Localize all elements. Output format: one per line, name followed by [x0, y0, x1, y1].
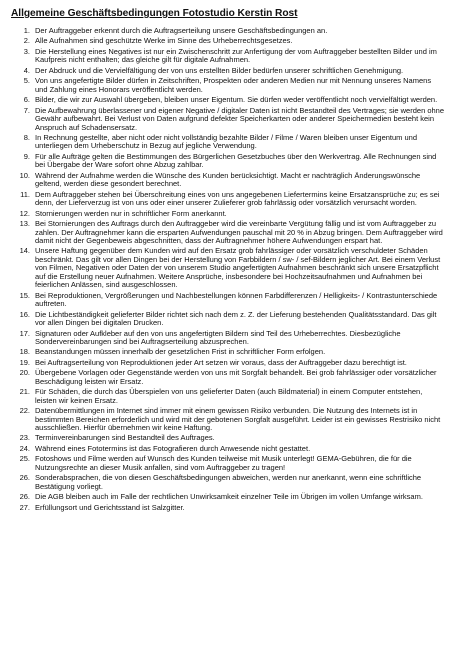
terms-item-number: 21. [19, 387, 30, 397]
terms-item [6, 172, 444, 189]
terms-item [6, 445, 444, 453]
terms-item-number: 7. [23, 105, 30, 115]
terms-item-text: Dem Auftraggeber stehen bei Überschreitung eines von uns angegebenen Liefertermins keine Ersatzansprüche zu; es sei denn, der Lieferverzug ist von uns oder einer unserer Zulieferer grob fahrlässig oder vorsätzlich verursacht worden. [35, 189, 440, 208]
terms-item [6, 191, 444, 208]
terms-item-text: Für alle Aufträge gelten die Bestimmungen des Bürgerlichen Gesetzbuches über den Werkvertrag. Alle Rechnungen sind bei Übergabe der Ware sofort ohne Abzug zahlbar. [35, 151, 437, 170]
terms-item-text: Der Abdruck und die Vervielfältigung der von uns erstellten Bilder bedürfen unserer schriftlichen Genehmigung. [35, 65, 404, 75]
terms-item [6, 504, 444, 512]
terms-item-number: 13. [19, 219, 30, 229]
terms-item-number: 26. [19, 473, 30, 483]
terms-item [6, 77, 444, 94]
terms-item [6, 434, 444, 442]
terms-item-text: Während der Aufnahme werden die Wünsche des Kunden berücksichtigt. Macht er nachträglich Änderungswünsche geltend, werden diese gesondert berechnet. [35, 170, 421, 189]
terms-item-text: Datenübermittlungen im Internet sind immer mit einem gewissen Risiko verbunden. Die Nutzung des Internets ist in bestimmten Bereichen erforderlich und wird mit der gebotenen Sorgfalt ausgeführt. Leider ist ein gewisses Restrisiko nicht ausschließen. Hierfür übernehmen wir keine Haftung. [35, 406, 441, 433]
terms-item [6, 153, 444, 170]
terms-item [6, 292, 444, 309]
terms-item-text: Bilder, die wir zur Auswahl übergeben, bleiben unser Eigentum. Sie dürfen weder veröffentlicht noch vervielfältigt werden. [35, 95, 438, 105]
terms-item-number: 6. [23, 95, 30, 105]
terms-item-number: 10. [19, 170, 30, 180]
terms-item-text: Unsere Haftung gegenüber dem Kunden wird auf den Ersatz grob fahrlässiger oder vorsätzlich verschuldeter Schäden beschränkt. Das gilt vor allen Dingen bei der Herstellung von Farbbildern / sw- / sef-Bildern jeglicher Art. Bei einem Verlust von Filmen, Negativen oder Daten der von unserem Studio angefertigten Aufnahmen beschränkt sich unsere Ersatzpflicht auf die Erstellung neuer Aufnahmen. Weitere Ansprüche, insbesondere bei Hochzeitsaufnahmen und Aufnahmen bei feierlichen Anlässen, sind ausgeschlossen. [35, 246, 441, 290]
terms-item-text: Die AGB bleiben auch im Falle der rechtlichen Unwirksamkeit einzelner Teile im Übrigen im vollen Umfange wirksam. [35, 492, 423, 502]
terms-item-number: 15. [19, 290, 30, 300]
terms-item [6, 247, 444, 289]
terms-item-text: Signaturen oder Aufkleber auf den von uns angefertigten Bildern sind Teil des Urheberrechtes. Diesbezügliche Sondervereinbarungen sind bei Auftragserteilung abzusprechen. [35, 328, 401, 346]
terms-item [6, 455, 444, 472]
terms-item [6, 369, 444, 386]
terms-item [6, 67, 444, 75]
terms-item-text: Fotoshows und Filme werden auf Wunsch des Kunden teilweise mit Musik unterlegt! GEMA-Gebühren, die für die Nutzungsrechte an dieser Musik anfallen, sind vom Auftraggeber zu tragen! [35, 454, 412, 472]
terms-item-text: Die Herstellung eines Negatives ist nur ein Zwischenschritt zur Anfertigung der vom Auftraggeber bestellten Bilder und im Kaufpreis nicht enthalten; das gleiche gilt für digitale Aufnahmen. [35, 46, 437, 65]
terms-item [6, 311, 444, 328]
terms-item-number: 2. [23, 36, 30, 46]
terms-list [6, 27, 444, 512]
terms-item [6, 493, 444, 501]
terms-item-number: 20. [19, 368, 30, 378]
terms-item [6, 48, 444, 65]
terms-item [6, 134, 444, 151]
terms-item-text: Sonderabsprachen, die von diesen Geschäftsbedingungen abweichen, werden nur anerkannt, wenn eine schriftliche Bestätigung vorliegt. [35, 473, 422, 491]
terms-item-number: 19. [19, 357, 30, 367]
terms-item-number: 18. [19, 347, 30, 357]
terms-item-number: 27. [19, 502, 30, 512]
terms-item [6, 348, 444, 356]
terms-item-number: 3. [23, 46, 30, 56]
terms-item-text: Übergebene Vorlagen oder Gegenstände werden von uns mit Sorgfalt behandelt. Bei grob fahrlässiger oder vorsätzlicher Beschädigung leisten wir Ersatz. [35, 368, 437, 386]
terms-item-text: Bei Auftragserteilung von Reproduktionen jeder Art setzen wir voraus, dass der Auftraggeber dazu berechtigt ist. [35, 357, 407, 367]
terms-item-text: Der Auftraggeber erkennt durch die Auftragserteilung unsere Geschäftsbedingungen an. [35, 26, 328, 35]
terms-item-text: Beanstandungen müssen innerhalb der gesetzlichen Frist in schriftlicher Form erfolgen. [35, 347, 326, 357]
terms-item-number: 11. [20, 189, 30, 199]
terms-item-number: 9. [23, 151, 30, 161]
terms-item-text: Terminvereinbarungen sind Bestandteil des Auftrages. [35, 433, 215, 443]
terms-item-text: In Rechnung gestellte, aber nicht oder nicht vollständig bezahlte Bilder / Filme / Waren bleiben unser Eigentum und unterliegen dem Urheberschutz in Bezug auf jegliche Verwendung. [35, 132, 418, 151]
terms-item [6, 330, 444, 347]
terms-item [6, 37, 444, 45]
terms-item-number: 8. [23, 132, 30, 142]
terms-item-number: 4. [23, 65, 30, 75]
terms-item [6, 96, 444, 104]
terms-item-number: 25. [19, 454, 30, 464]
terms-item-text: Die Lichtbeständigkeit gelieferter Bilder richtet sich nach dem z. Z. der Lieferung bestehenden Qualitätsstandard. Das gilt vor allen Dingen bei digitalen Drucken. [35, 309, 437, 328]
document-title: Allgemeine Geschäftsbedingungen Fotostudio Kerstin Rost [11, 8, 298, 19]
terms-item-text: Alle Aufnahmen sind geschützte Werke im Sinne des Urheberrechtsgesetzes. [35, 36, 293, 46]
terms-item [6, 220, 444, 245]
terms-item-text: Bei Stornierungen des Auftrags durch den Auftraggeber wird die vereinbarte Vergütung fällig und ist vom Auftraggeber zu zahlen. Der Auftragnehmer kann die ersparten Aufwendungen pauschal mit 20 % in Abzug bringen. Dem Auftraggeber wird damit nicht der Gegenbeweis abgeschnitten, dass der Auftragnehmer höhere Aufwendungen erspart hat. [35, 219, 443, 245]
terms-item-number: 26. [19, 492, 30, 502]
terms-item [6, 107, 444, 132]
terms-item-number: 5. [23, 76, 30, 86]
terms-item-number: 24. [19, 443, 30, 453]
terms-item-number: 17. [19, 328, 30, 338]
terms-item [6, 407, 444, 432]
terms-item-text: Für Schäden, die durch das Überspielen von uns gelieferter Daten (auch Bildmaterial) in einem Computer entstehen, leisten wir keinen Ersatz. [35, 387, 423, 405]
terms-item-number: 1. [23, 26, 30, 35]
terms-item-number: 12. [19, 208, 30, 218]
terms-item-text: Von uns angefertigte Bilder dürfen in Zeitschriften, Prospekten oder anderen Medien nur mit Nennung unseres Namens und Zahlung eines Honorars veröffentlicht werden. [35, 76, 432, 94]
terms-item-number: 14. [19, 246, 30, 256]
terms-item [6, 474, 444, 491]
terms-item-text: Die Aufbewahrung überlassener und eigener Negative / digitaler Daten ist nicht Bestandteil des Vertrages; sie werden ohne Gewähr aufbewahrt. Bei Verlust von Daten aufgrund defekter Speicherkarten oder anderer Speichermedien besteht kein Anspruch auf Schadensersatz. [35, 105, 445, 132]
terms-item [6, 388, 444, 405]
terms-item-number: 23. [19, 433, 30, 443]
terms-item-text: Stornierungen werden nur in schriftlicher Form anerkannt. [35, 208, 227, 218]
terms-item-number: 16. [19, 309, 30, 319]
terms-item-text: Während eines Fototermins ist das Fotografieren durch Anwesende nicht gestattet. [35, 443, 311, 453]
terms-item-text: Bei Reproduktionen, Vergrößerungen und Nachbestellungen können Farbdifferenzen / Helligkeits- / Kontrastunterschiede auftreten. [35, 290, 438, 309]
terms-item [6, 27, 444, 35]
terms-item-text: Erfüllungsort und Gerichtsstand ist Salzgitter. [35, 502, 185, 512]
terms-item [6, 359, 444, 367]
terms-item-number: 22. [19, 406, 30, 416]
terms-item [6, 210, 444, 218]
